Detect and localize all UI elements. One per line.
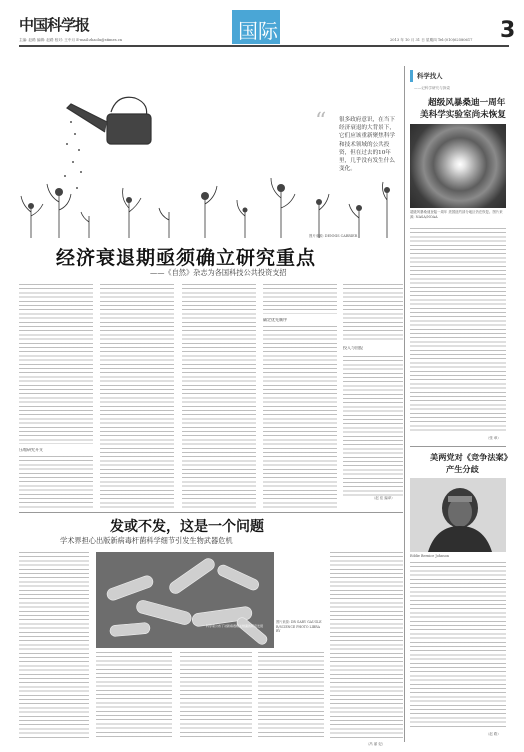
bottom-headline: 发或不发，这是一个问题 bbox=[110, 519, 264, 535]
hurricane-satellite-photo bbox=[410, 124, 506, 208]
bacteria-micrograph bbox=[96, 552, 274, 648]
sidebar-headline-2: 美科学实验室尚未恢复 bbox=[420, 110, 506, 120]
bottom-subheadline: 学术界担心出版新病毒杆菌科学细节引发生物武器危机 bbox=[60, 536, 233, 545]
svg-text:“: “ bbox=[315, 109, 327, 134]
sidebar-body-2 bbox=[410, 562, 506, 730]
lead-author: （赵 佳 编译） bbox=[372, 496, 395, 500]
bottom-author: （冯 丽 妃） bbox=[366, 742, 386, 746]
masthead-divider bbox=[19, 45, 509, 47]
sidebar-separator bbox=[410, 446, 506, 447]
section-tab bbox=[232, 10, 280, 44]
lead-body-column-5a bbox=[343, 284, 403, 340]
bottom-body-column-2 bbox=[96, 652, 172, 740]
sidebar-second-headline-2: 产生分歧 bbox=[446, 464, 479, 474]
sidebar-body-1 bbox=[410, 228, 506, 434]
lead-headline: 经济衰退期亟须确立研究重点 bbox=[56, 247, 317, 269]
lead-body-column-1b bbox=[19, 456, 93, 508]
bottom-body-column-1 bbox=[19, 552, 89, 740]
sidebar-column-tag bbox=[410, 70, 509, 82]
sidebar-column-tag-text: 科学找人 bbox=[417, 72, 443, 80]
sidebar-author-2: （赵 路） bbox=[486, 732, 501, 736]
lead-body-column-4a bbox=[263, 284, 337, 314]
sidebar-photo-caption: 超级风暴桑迪登陆一周年 美国纽约部分地区仍在恢复。图片来源: NASA/NOAA bbox=[410, 210, 503, 219]
lead-subheadline: ——《自然》杂志为各国科技公共投资支招 bbox=[150, 268, 287, 277]
masthead-logo-text: 中国科学报 bbox=[19, 16, 90, 34]
pull-quote: 很多政府意识，在当下经济衰退的大背景下，它们应该重新聚焦科学和技术领域的公共投资，但在过去的10年里，几乎没有发生什么变化。 bbox=[339, 117, 395, 173]
section-tab-label: 国际 bbox=[238, 19, 278, 43]
sidebar-column-subtitle: ——记科学研究与探索 bbox=[414, 86, 450, 90]
micrograph-credit: 图片来源: DR GARY GAUGLER/SCIENCE PHOTO LIBRARY bbox=[276, 620, 322, 634]
page-number: 3 bbox=[500, 18, 516, 43]
sidebar-author-1: （张 章） bbox=[486, 436, 501, 440]
bottom-body-column-3 bbox=[180, 652, 252, 740]
lead-body-column-4b bbox=[263, 326, 337, 508]
date-line: 2013 年 10 月 31 日 星期四 Tel:(010)62580617 bbox=[390, 38, 473, 42]
lead-body-column-1 bbox=[19, 284, 93, 444]
lead-illustration bbox=[19, 52, 395, 240]
portrait-figure bbox=[410, 478, 506, 552]
subhead-return: 投入与回报 bbox=[343, 346, 363, 350]
bacteria-rods bbox=[96, 552, 274, 648]
bottom-body-column-4 bbox=[330, 552, 403, 740]
bottom-story-top-rule bbox=[19, 512, 403, 513]
lead-body-column-5b bbox=[343, 356, 403, 496]
portrait-photo bbox=[410, 478, 506, 552]
portrait-credit: Eddie Bernice Johnson bbox=[410, 554, 450, 558]
subhead-cut-spending: 压缩研究开支 bbox=[19, 448, 43, 452]
sidebar-headline-1: 超级风暴桑迪一周年 bbox=[428, 98, 506, 108]
masthead-logo bbox=[19, 14, 89, 35]
bottom-body-column-3b bbox=[258, 652, 324, 740]
illustration-credit: 图片来源: DENNIS CARRIER bbox=[309, 234, 358, 238]
micrograph-caption: 科学家公布了对新病毒相关细菌的研究发现 bbox=[206, 624, 264, 628]
sidebar-second-headline-1: 美两党对《竞争法案》 bbox=[430, 452, 512, 462]
lead-body-column-3 bbox=[182, 284, 256, 508]
lead-body-column-2 bbox=[100, 284, 174, 508]
subhead-priorities: 确定优先顺序 bbox=[263, 318, 287, 322]
sidebar-divider bbox=[404, 66, 405, 742]
editors-line: 主编: 赵路 编辑: 赵路 校对: 王中月 E-mail:zhaolu@stimes.cn bbox=[19, 38, 123, 42]
